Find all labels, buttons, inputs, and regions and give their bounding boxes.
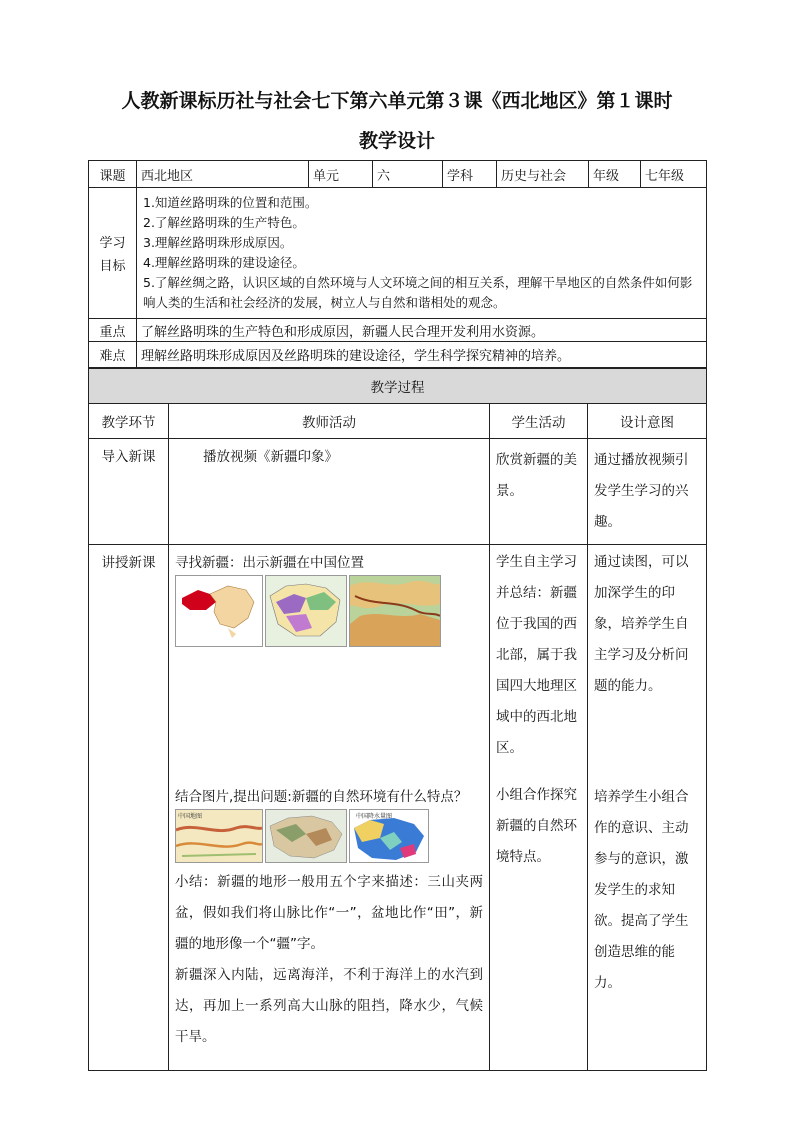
document-title: 人教新课标历社与社会七下第六单元第３课《西北地区》第１课时 [121, 90, 673, 112]
intent-paragraph: 通过读图，可以加深学生的印象，培养学生自主学习及分析问题的能力。 [594, 554, 689, 694]
xinjiang-terrain-map [175, 809, 263, 863]
environment-maps [175, 809, 483, 863]
teacher-paragraph: 新疆深入内陆，远离海洋，不利于海洋上的水汽到达，再加上一系列高大山脉的阻挡，降水少，气候干旱。 [175, 967, 483, 1045]
goal-item: 5.了解丝绸之路，认识区域的自然环境与人文环境之间的相互关系，理解干旱地区的自然条件如何影响人类的生活和社会经济的发展，树立人与自然和谐相处的观念。 [143, 275, 693, 310]
goal-item: 1.知道丝路明珠的位置和范围。 [143, 195, 318, 210]
goal-item: 2.了解丝路明珠的生产特色。 [143, 215, 305, 230]
student-activity-intro: 欣赏新疆的美景。 [490, 439, 588, 545]
subject-value: 历史与社会 [497, 161, 589, 188]
intent-new [588, 545, 707, 1071]
stage-intro: 导入新课 [89, 439, 169, 545]
terrain-map [349, 575, 441, 647]
china-regions-map [265, 575, 347, 647]
key-points: 了解丝路明珠的生产特色和形成原因，新疆人民合理开发利用水资源。 [137, 319, 707, 342]
document-subtitle: 教学设计 [358, 130, 435, 152]
grade-value: 七年级 [641, 161, 707, 188]
header-stage: 教学环节 [89, 404, 169, 439]
intent-paragraph: 培养学生小组合作的意识、主动参与的意识，激发学生的求知欲。提高了学生创造思维的能力。 [594, 789, 689, 991]
subject-label: 学科 [443, 161, 497, 188]
intent-intro: 通过播放视频引发学生学习的兴趣。 [588, 439, 707, 545]
student-paragraph: 小组合作探究新疆的自然环境特点。 [496, 787, 577, 865]
teacher-paragraph: 小结：新疆的地形一般用五个字来描述：三山夹两盆，假如我们将山脉比作“一”，盆地比作“田”，新疆的地形像一个“疆”字。 [175, 874, 483, 952]
difficulty-points: 理解丝路明珠形成原因及丝路明珠的建设途径，学生科学探究精神的培养。 [137, 342, 707, 368]
unit-value: 六 [373, 161, 443, 188]
goals-list [137, 188, 707, 319]
lesson-info-table [88, 160, 707, 368]
teaching-process-table [88, 368, 707, 1071]
process-band-title: 教学过程 [89, 369, 707, 404]
goal-item: 4.理解丝路明珠的建设途径。 [143, 255, 305, 270]
student-activity-new [490, 545, 588, 1071]
unit-label: 单元 [309, 161, 373, 188]
map-caption: 中国地图 [178, 813, 203, 820]
stage-new-lesson: 讲授新课 [89, 545, 169, 1071]
teacher-paragraph: 寻找新疆：出示新疆在中国位置 [175, 555, 364, 571]
grade-label: 年级 [589, 161, 641, 188]
teacher-activity-new [169, 545, 490, 1071]
goal-item: 3.理解丝路明珠形成原因。 [143, 235, 293, 250]
key-label: 重点 [89, 319, 137, 342]
china-landform-map [265, 809, 347, 863]
topic-value: 西北地区 [137, 161, 309, 188]
student-paragraph: 学生自主学习并总结：新疆位于我国的西北部，属于我国四大地理区域中的西北地区。 [496, 554, 577, 756]
teacher-activity-intro: 播放视频《新疆印象》 [169, 439, 490, 545]
china-precipitation-map [349, 809, 429, 863]
topic-label: 课题 [89, 161, 137, 188]
header-teacher: 教师活动 [169, 404, 490, 439]
header-student: 学生活动 [490, 404, 588, 439]
location-maps [175, 575, 483, 647]
goals-label: 学习 目标 [89, 188, 137, 319]
difficulty-label: 难点 [89, 342, 137, 368]
map-caption: 中国降水量图 [356, 813, 393, 820]
china-location-map [175, 575, 263, 647]
teacher-paragraph: 结合图片,提出问题:新疆的自然环境有什么特点？ [175, 789, 468, 805]
header-intent: 设计意图 [588, 404, 707, 439]
